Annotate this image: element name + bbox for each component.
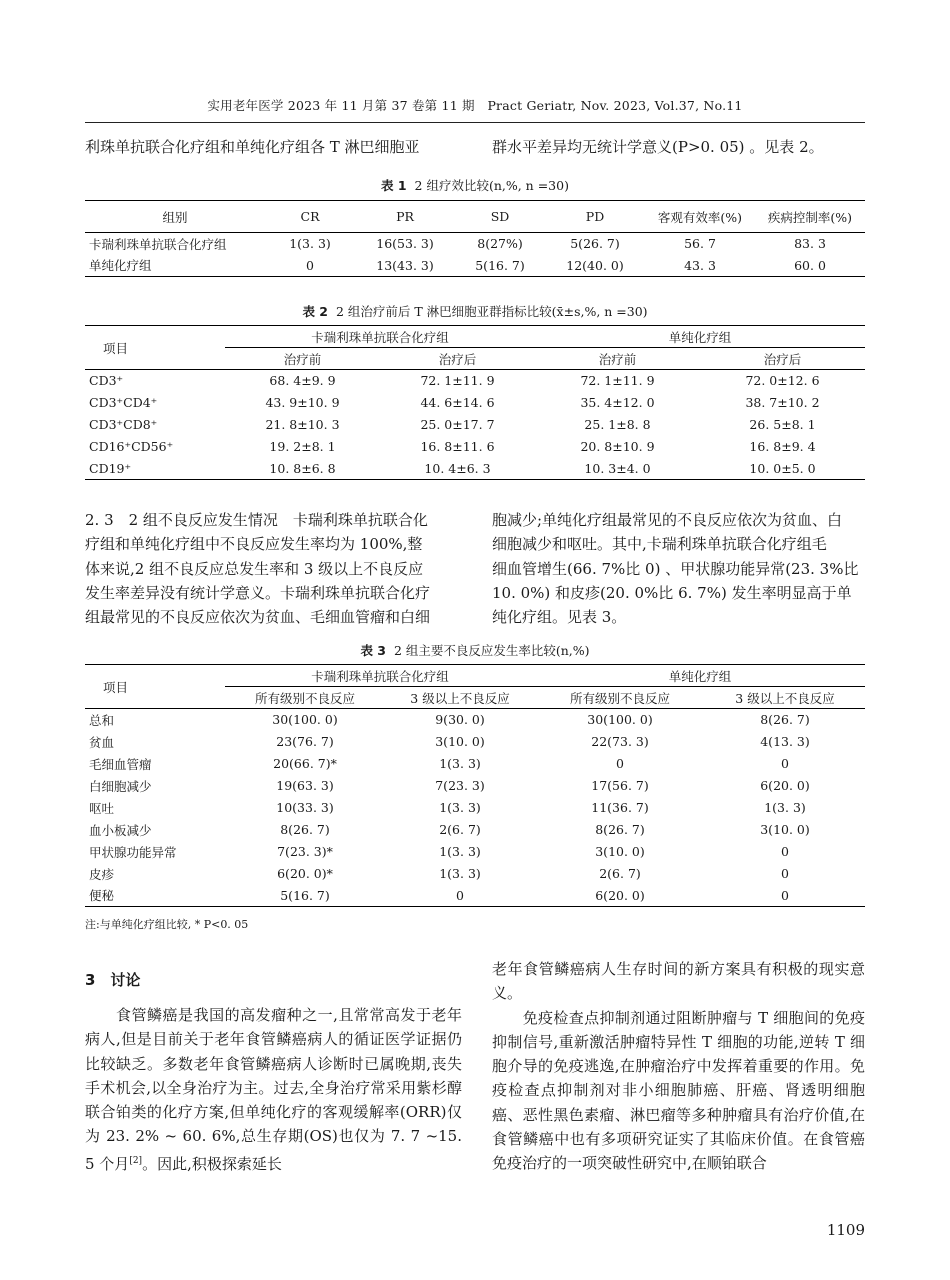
table3-cell: 3(10. 0) bbox=[760, 822, 810, 837]
table3-subheader: 3 级以上不良反应 bbox=[705, 687, 865, 709]
table1-header-cell: CR bbox=[265, 201, 355, 233]
table1-cell: 12(40. 0) bbox=[545, 255, 645, 277]
table1-label: 表 1 bbox=[381, 178, 407, 193]
table-row bbox=[85, 392, 865, 414]
running-header: 实用老年医学 2023 年 11 月第 37 卷第 11 期 Pract Geriatr, Nov. 2023, Vol.37, No.11 bbox=[207, 98, 743, 113]
table2-group-row bbox=[85, 326, 865, 348]
table2-cell: 10. 4±6. 3 bbox=[380, 458, 535, 480]
table1-cell: 5(16. 7) bbox=[455, 255, 545, 277]
section23-right-column bbox=[492, 508, 865, 629]
table1-caption bbox=[85, 176, 865, 194]
table3-cell: 30(100. 0) bbox=[272, 712, 338, 728]
text-line: 细胞减少和呕吐。其中,卡瑞利珠单抗联合化疗组毛 bbox=[492, 535, 827, 554]
table3-cell: 20(66. 7)* bbox=[273, 756, 337, 771]
table-row bbox=[85, 775, 865, 797]
table1-cell: 13(43. 3) bbox=[355, 255, 455, 277]
table2-cell: 16. 8±11. 6 bbox=[420, 439, 495, 454]
section3-right-column bbox=[492, 957, 865, 1176]
text-line: 细血管增生(66. 7%比 0) 、甲状腺功能异常(23. 3%比 bbox=[492, 559, 859, 578]
table2-item: CD3⁺ bbox=[89, 373, 124, 389]
text-line: 胞减少;单纯化疗组最常见的不良反应依次为贫血、白 bbox=[492, 511, 843, 529]
table2-label: 表 2 bbox=[302, 304, 328, 319]
table-row bbox=[85, 819, 865, 841]
section23-left-column bbox=[85, 508, 462, 629]
table1-header-cell: SD bbox=[455, 201, 545, 233]
table3-item: 呕吐 bbox=[89, 800, 115, 816]
table3-cell: 3(10. 0) bbox=[595, 844, 645, 859]
table2-cell: 16. 8±9. 4 bbox=[749, 439, 816, 454]
section3-title: 3 讨论 bbox=[85, 971, 141, 989]
table3 bbox=[85, 664, 865, 907]
table3-cell: 4(13. 3) bbox=[760, 734, 810, 749]
table3-item: 便秘 bbox=[85, 885, 225, 907]
table-row bbox=[85, 863, 865, 885]
table3-cell: 8(26. 7) bbox=[280, 822, 330, 837]
text-line: 体来说,2 组不良反应总发生率和 3 级以上不良反应 bbox=[85, 559, 424, 578]
table2-cell: 72. 1±11. 9 bbox=[420, 373, 495, 389]
table1-cell: 43. 3 bbox=[645, 255, 755, 277]
table3-cell: 6(20. 0)* bbox=[277, 866, 333, 881]
table3-subheader: 所有级别不良反应 bbox=[225, 687, 385, 709]
table-row bbox=[85, 841, 865, 863]
table-row bbox=[85, 436, 865, 458]
table3-group-a: 卡瑞利珠单抗联合化疗组 bbox=[225, 665, 535, 687]
table-row bbox=[85, 753, 865, 775]
table3-cell: 19(63. 3) bbox=[276, 778, 334, 793]
table3-item: 甲状腺功能异常 bbox=[89, 844, 177, 860]
table3-item: 血小板减少 bbox=[89, 822, 152, 838]
table3-cell: 2(6. 7) bbox=[599, 866, 641, 881]
table2-cell: 72. 0±12. 6 bbox=[745, 373, 820, 389]
table3-group-row bbox=[85, 665, 865, 687]
table1-cell: 1(3. 3) bbox=[289, 236, 331, 252]
page-number: 1109 bbox=[826, 1221, 865, 1239]
table3-cell: 0 bbox=[385, 885, 535, 907]
table2-cell: 72. 1±11. 9 bbox=[580, 373, 655, 389]
table2-cell: 44. 6±14. 6 bbox=[420, 395, 495, 410]
table2-item: CD19⁺ bbox=[85, 458, 225, 480]
table1-cell: 5(26. 7) bbox=[570, 236, 620, 252]
table2-cell: 10. 8±6. 8 bbox=[225, 458, 380, 480]
table2-cell: 38. 7±10. 2 bbox=[745, 395, 820, 410]
intro-left-line: 利珠单抗联合化疗组和单纯化疗组各 T 淋巴细胞亚 bbox=[85, 138, 420, 156]
table3-subheader: 3 级以上不良反应 bbox=[385, 687, 535, 709]
table3-cell: 11(36. 7) bbox=[591, 800, 649, 815]
section3-left-paragraph bbox=[85, 1003, 462, 1176]
table2-item: CD3⁺CD4⁺ bbox=[89, 395, 158, 410]
paragraph-text: 食管鳞癌是我国的高发瘤种之一,且常常高发于老年病人,但是目前关于老年食管鳞癌病人的循证医学证据仍比较缺乏。多数老年食管鳞癌病人诊断时已属晚期,丧失手术机会,以全身治疗为主。过去,全身治疗常采用紫杉醇联合铂类的化疗方案,但单纯化疗的客观缓解率(ORR)仅为 23. 2% ~ 60. 6%,总生存期(OS)也仅为 7. 7 ~15. 5 个月 bbox=[85, 1006, 462, 1173]
table3-cell: 10(33. 3) bbox=[276, 800, 334, 815]
table3-item: 贫血 bbox=[89, 734, 115, 750]
table3-cell: 7(23. 3)* bbox=[277, 844, 333, 859]
table1-header-row bbox=[85, 201, 865, 233]
table-row bbox=[85, 255, 865, 277]
table3-cell: 1(3. 3) bbox=[439, 866, 481, 881]
table3-label: 表 3 bbox=[360, 643, 386, 658]
table3-caption-text: 2 组主要不良反应发生率比较(n,%) bbox=[393, 643, 590, 658]
table1-header-cell: 疾病控制率(%) bbox=[755, 201, 865, 233]
table1 bbox=[85, 200, 865, 277]
table2-cell: 43. 9±10. 9 bbox=[265, 395, 340, 410]
table3-cell: 30(100. 0) bbox=[587, 712, 653, 728]
table1-cell: 8(27%) bbox=[477, 236, 523, 252]
table3-caption bbox=[85, 641, 865, 659]
table-row bbox=[85, 885, 865, 907]
text-line: 10. 0%) 和皮疹(20. 0%比 6. 7%) 发生率明显高于单 bbox=[492, 583, 852, 602]
table2-item: CD3⁺CD8⁺ bbox=[89, 417, 158, 432]
table2-item-header: 项目 bbox=[85, 326, 225, 370]
table3-subheader: 所有级别不良反应 bbox=[535, 687, 705, 709]
table3-cell: 1(3. 3) bbox=[439, 800, 481, 815]
table3-item: 白细胞减少 bbox=[89, 778, 152, 794]
table3-cell: 8(26. 7) bbox=[595, 822, 645, 837]
table1-cell: 83. 3 bbox=[794, 236, 826, 252]
table1-caption-text: 2 组疗效比较(n,%, n =30) bbox=[414, 178, 569, 193]
table2-group-a: 卡瑞利珠单抗联合化疗组 bbox=[225, 326, 535, 348]
table-row bbox=[85, 458, 865, 480]
table3-cell: 0 bbox=[616, 756, 624, 771]
table1-cell: 56. 7 bbox=[684, 236, 716, 252]
table3-item: 总和 bbox=[89, 712, 115, 728]
citation-ref: [2] bbox=[129, 1155, 143, 1166]
table2-group-b: 单纯化疗组 bbox=[535, 326, 865, 348]
table2-caption-text: 2 组治疗前后 T 淋巴细胞亚群指标比较(x̄±s,%, n =30) bbox=[335, 304, 648, 319]
table3-cell: 2(6. 7) bbox=[439, 822, 481, 837]
table2-subheader: 治疗后 bbox=[380, 348, 535, 370]
table1-header-cell: 客观有效率(%) bbox=[645, 201, 755, 233]
table1-cell: 0 bbox=[265, 255, 355, 277]
table3-item: 皮疹 bbox=[89, 866, 115, 882]
table3-cell: 1(3. 3) bbox=[764, 800, 806, 815]
table2-subheader: 治疗前 bbox=[225, 348, 380, 370]
text-line: 组最常见的不良反应依次为贫血、毛细血管瘤和白细 bbox=[85, 608, 431, 627]
table1-header-cell: PR bbox=[355, 201, 455, 233]
table2-cell: 25. 1±8. 8 bbox=[584, 417, 651, 432]
table3-cell: 0 bbox=[781, 866, 789, 881]
table2-cell: 10. 3±4. 0 bbox=[535, 458, 700, 480]
table2-cell: 10. 0±5. 0 bbox=[700, 458, 865, 480]
table2-cell: 20. 8±10. 9 bbox=[580, 439, 655, 454]
table1-cell: 单纯化疗组 bbox=[85, 255, 265, 277]
table3-cell: 23(76. 7) bbox=[276, 734, 334, 749]
table-row bbox=[85, 233, 865, 255]
paragraph-tail: 。因此,积极探索延长 bbox=[142, 1154, 282, 1173]
table-row bbox=[85, 731, 865, 753]
table3-cell: 6(20. 0) bbox=[760, 778, 810, 793]
text-line: 纯化疗组。见表 3。 bbox=[492, 608, 627, 627]
section3-right-paragraph-1: 老年食管鳞癌病人生存时间的新方案具有积极的现实意义。 bbox=[492, 960, 865, 1003]
table1-cell: 16(53. 3) bbox=[376, 236, 434, 252]
text-line: 2. 3 2 组不良反应发生情况 卡瑞利珠单抗联合化 bbox=[85, 511, 428, 529]
table2-subheader: 治疗前 bbox=[535, 348, 700, 370]
table3-cell: 0 bbox=[705, 885, 865, 907]
table3-item-header: 项目 bbox=[85, 665, 225, 709]
table3-cell: 1(3. 3) bbox=[439, 844, 481, 859]
section3-right-paragraph-2: 免疫检查点抑制剂通过阻断肿瘤与 T 细胞间的免疫抑制信号,重新激活肿瘤特异性 T 细胞的功能,逆转 T 细胞介导的免疫逃逸,在肿瘤治疗中发挥着重要的作用。免疫检查点抑制剂对非小细胞肺癌、肝癌、肾透明细胞癌、恶性黑色素瘤、淋巴瘤等多种肿瘤具有治疗价值,在食管鳞癌中也有多项研究证实了其临床价值。在食管癌免疫治疗的一项突破性研究中,在顺铂联合 bbox=[492, 1008, 865, 1173]
table2-caption bbox=[85, 302, 865, 320]
table3-cell: 3(10. 0) bbox=[435, 734, 485, 749]
table2-cell: 21. 8±10. 3 bbox=[265, 417, 340, 432]
table3-cell: 0 bbox=[781, 756, 789, 771]
table2-cell: 26. 5±8. 1 bbox=[749, 417, 816, 432]
table3-cell: 1(3. 3) bbox=[439, 756, 481, 771]
table2-cell: 25. 0±17. 7 bbox=[420, 417, 495, 432]
table3-cell: 6(20. 0) bbox=[535, 885, 705, 907]
header-rule bbox=[85, 122, 865, 123]
table2-cell: 35. 4±12. 0 bbox=[580, 395, 655, 410]
table-row bbox=[85, 370, 865, 392]
section3-left-column bbox=[85, 1003, 462, 1176]
table2-cell: 19. 2±8. 1 bbox=[269, 439, 336, 454]
table2-subheader: 治疗后 bbox=[700, 348, 865, 370]
table-row bbox=[85, 414, 865, 436]
table2 bbox=[85, 325, 865, 480]
table3-cell: 5(16. 7) bbox=[225, 885, 385, 907]
table1-cell: 卡瑞利珠单抗联合化疗组 bbox=[89, 236, 227, 252]
table3-cell: 17(56. 7) bbox=[591, 778, 649, 793]
intro-right-line: 群水平差异均无统计学意义(P>0. 05) 。见表 2。 bbox=[492, 138, 824, 156]
text-line: 疗组和单纯化疗组中不良反应发生率均为 100%,整 bbox=[85, 535, 423, 554]
table1-cell: 60. 0 bbox=[755, 255, 865, 277]
table3-cell: 8(26. 7) bbox=[760, 712, 810, 728]
table1-header-cell: PD bbox=[545, 201, 645, 233]
table3-cell: 9(30. 0) bbox=[435, 712, 485, 728]
table3-cell: 22(73. 3) bbox=[591, 734, 649, 749]
table3-note: 注:与单纯化疗组比较, * P<0. 05 bbox=[85, 918, 249, 931]
table3-cell: 0 bbox=[781, 844, 789, 859]
table-row bbox=[85, 709, 865, 731]
table3-cell: 7(23. 3) bbox=[435, 778, 485, 793]
table3-group-b: 单纯化疗组 bbox=[535, 665, 865, 687]
table2-item: CD16⁺CD56⁺ bbox=[89, 439, 174, 454]
table1-header-cell: 组别 bbox=[85, 201, 265, 233]
table2-cell: 68. 4±9. 9 bbox=[269, 373, 336, 389]
text-line: 发生率差异没有统计学意义。卡瑞利珠单抗联合化疗 bbox=[85, 583, 431, 602]
table3-item: 毛细血管瘤 bbox=[89, 756, 152, 772]
table-row bbox=[85, 797, 865, 819]
